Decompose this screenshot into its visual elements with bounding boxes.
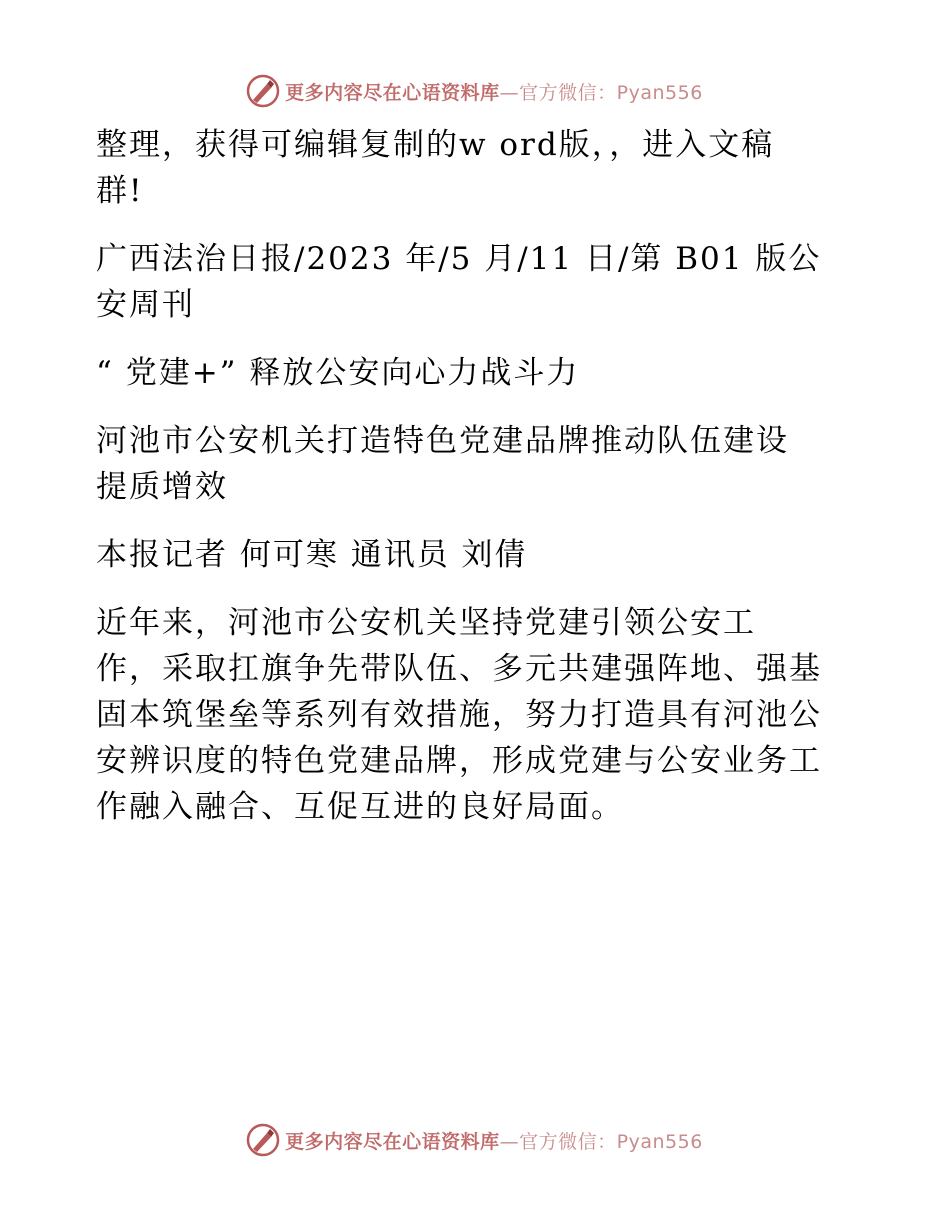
article-headline [96,350,856,396]
paragraph-source [96,236,856,328]
watermark-text [285,78,703,105]
pen-logo-icon [245,1122,281,1158]
text-line: 本报记者 何可寒 通讯员 刘倩 [96,537,528,573]
text-line: 河池市公安机关打造特色党建品牌推动队伍建设 [96,423,789,459]
article-byline [96,532,856,578]
watermark-prefix: 更多内容尽在心语资料库 [285,81,500,104]
footer-watermark [0,1120,950,1160]
text-line: 固本筑堡垒等系列有效措施，努力打造具有河池公 [96,697,822,733]
text-line: 作融入融合、互促互进的良好局面。 [96,789,624,825]
text-line: 群! [96,173,144,209]
pen-logo-icon [245,73,281,109]
text-line: 安周刊 [96,287,195,323]
text-line: 整理，获得可编辑复制的w ord版，，进入文稿 [96,127,775,163]
watermark-suffix: —官方微信：Pyan556 [499,81,703,104]
header-watermark [0,71,950,111]
text-line: 广西法治日报/2023 年/5 月/11 日/第 B01 版公 [96,241,822,277]
article-subheadline [96,418,856,510]
text-line: 提质增效 [96,469,228,505]
text-line: 作，采取扛旗争先带队伍、多元共建强阵地、强基 [96,651,822,687]
text-line: “ 党建+” 释放公安向心力战斗力 [96,355,580,391]
watermark-suffix: —官方微信：Pyan556 [499,1130,703,1153]
text-line: 近年来，河池市公安机关坚持党建引领公安工 [96,605,756,641]
watermark-prefix: 更多内容尽在心语资料库 [285,1130,500,1153]
article-body-paragraph [96,600,856,830]
document-body [96,122,856,852]
watermark-text [285,1127,703,1154]
paragraph-intro [96,122,856,214]
text-line: 安辨识度的特色党建品牌，形成党建与公安业务工 [96,743,822,779]
